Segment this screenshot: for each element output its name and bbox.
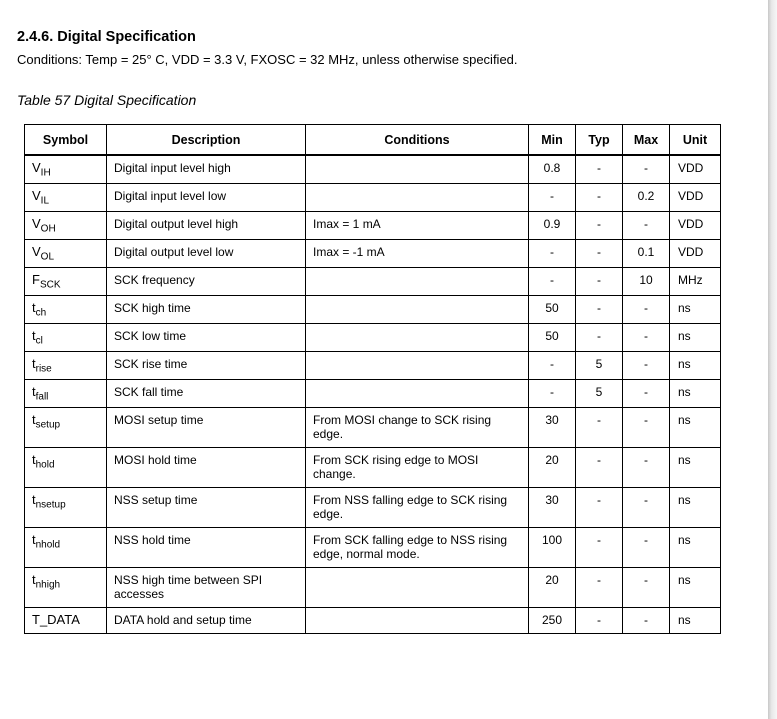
- symbol-subscript: setup: [35, 419, 61, 431]
- cell-conditions-text: [306, 156, 528, 161]
- header-description: Description: [107, 125, 306, 156]
- cell-description-text: NSS setup time: [114, 493, 198, 507]
- cell-description: [107, 268, 306, 296]
- cell-description: [107, 212, 306, 240]
- cell-typ-text: 5: [595, 357, 603, 371]
- symbol-main: t: [32, 328, 36, 343]
- cell-symbol: [25, 296, 107, 324]
- cell-conditions-text: [306, 268, 528, 273]
- cell-unit: [670, 352, 721, 380]
- cell-min: [529, 240, 576, 268]
- cell-conditions: [306, 380, 529, 408]
- cell-unit: [670, 448, 721, 488]
- cell-conditions: [306, 568, 529, 608]
- section-heading: 2.4.6. Digital Specification: [17, 29, 196, 45]
- cell-min: [529, 352, 576, 380]
- table-row: [25, 240, 721, 268]
- cell-unit-text: ns: [678, 573, 691, 587]
- cell-conditions: [306, 352, 529, 380]
- cell-conditions-text: [306, 352, 528, 357]
- cell-max: [623, 324, 670, 352]
- symbol-subscript: ch: [35, 307, 47, 319]
- cell-description: [107, 184, 306, 212]
- cell-symbol: [25, 352, 107, 380]
- cell-typ-text: -: [597, 217, 601, 231]
- symbol-subscript: nhold: [35, 539, 61, 551]
- table-row: [25, 488, 721, 528]
- cell-unit: [670, 240, 721, 268]
- header-max: Max: [623, 125, 670, 156]
- cell-max-text: -: [644, 613, 648, 627]
- cell-typ-text: 5: [595, 385, 603, 399]
- cell-max: [623, 155, 670, 184]
- cell-unit: [670, 528, 721, 568]
- cell-unit-text: ns: [678, 493, 691, 507]
- cell-unit: [670, 488, 721, 528]
- cell-conditions-text: [306, 608, 528, 613]
- table-row: [25, 380, 721, 408]
- cell-max-text: -: [644, 329, 648, 343]
- cell-conditions-text: Imax = 1 mA: [313, 217, 381, 231]
- cell-symbol: [25, 528, 107, 568]
- cell-description: [107, 240, 306, 268]
- symbol-subscript: nsetup: [35, 499, 66, 511]
- cell-unit: [670, 184, 721, 212]
- cell-unit: [670, 212, 721, 240]
- cell-max: [623, 608, 670, 634]
- cell-conditions: [306, 488, 529, 528]
- cell-unit: [670, 155, 721, 184]
- cell-typ: [576, 212, 623, 240]
- cell-unit: [670, 268, 721, 296]
- cell-description-text: SCK rise time: [114, 357, 188, 371]
- cell-min-text: 100: [541, 533, 563, 547]
- cell-typ: [576, 448, 623, 488]
- cell-unit: [670, 296, 721, 324]
- cell-max: [623, 296, 670, 324]
- cell-typ: [576, 380, 623, 408]
- cell-max: [623, 528, 670, 568]
- cell-max: [623, 240, 670, 268]
- cell-max-text: -: [644, 301, 648, 315]
- cell-max: [623, 212, 670, 240]
- symbol-main: T_DATA: [32, 612, 80, 627]
- header-typ: Typ: [576, 125, 623, 156]
- cell-typ: [576, 240, 623, 268]
- table-row: [25, 352, 721, 380]
- cell-max-text: -: [644, 453, 648, 467]
- header-conditions: Conditions: [306, 125, 529, 156]
- cell-typ-text: -: [597, 493, 601, 507]
- cell-typ: [576, 608, 623, 634]
- cell-description-text: SCK low time: [114, 329, 187, 343]
- cell-description: [107, 608, 306, 634]
- cell-description-text: DATA hold and setup time: [114, 613, 252, 627]
- table-row: [25, 268, 721, 296]
- cell-max: [623, 184, 670, 212]
- cell-conditions-text: [306, 568, 528, 573]
- cell-min: [529, 184, 576, 212]
- table-row: [25, 568, 721, 608]
- symbol-main: V: [32, 244, 41, 259]
- symbol-main: t: [32, 452, 36, 467]
- cell-symbol: [25, 568, 107, 608]
- cell-typ-text: -: [597, 613, 601, 627]
- cell-description-text: NSS high time between SPI accesses: [114, 573, 263, 601]
- cell-unit-text: ns: [678, 329, 691, 343]
- cell-min-text: -: [550, 357, 554, 371]
- cell-unit-text: ns: [678, 385, 691, 399]
- cell-unit: [670, 408, 721, 448]
- digital-spec-table: [24, 124, 721, 634]
- cell-unit-text: ns: [678, 413, 691, 427]
- cell-max: [623, 408, 670, 448]
- cell-description: [107, 296, 306, 324]
- cell-max: [623, 352, 670, 380]
- cell-conditions: [306, 448, 529, 488]
- cell-min: [529, 212, 576, 240]
- cell-conditions-text: [306, 184, 528, 189]
- cell-typ-text: -: [597, 161, 601, 175]
- cell-unit: [670, 380, 721, 408]
- cell-min-text: 0.8: [543, 161, 561, 175]
- cell-description: [107, 528, 306, 568]
- cell-description: [107, 448, 306, 488]
- cell-min: [529, 324, 576, 352]
- cell-conditions: [306, 296, 529, 324]
- cell-max-text: -: [644, 161, 648, 175]
- cell-conditions-text: Imax = -1 mA: [313, 245, 385, 259]
- cell-typ-text: -: [597, 533, 601, 547]
- table-row: [25, 296, 721, 324]
- cell-symbol: [25, 608, 107, 634]
- table-row: [25, 184, 721, 212]
- cell-description-text: Digital output level low: [114, 245, 234, 259]
- cell-typ: [576, 296, 623, 324]
- cell-min-text: 20: [545, 573, 559, 587]
- table-row: [25, 212, 721, 240]
- cell-typ-text: -: [597, 453, 601, 467]
- cell-conditions-text: From SCK falling edge to NSS rising edge, normal mode.: [313, 533, 508, 561]
- cell-min-text: -: [550, 385, 554, 399]
- symbol-subscript: rise: [35, 363, 52, 375]
- cell-symbol: [25, 240, 107, 268]
- cell-unit-text: VDD: [678, 245, 704, 259]
- cell-typ: [576, 155, 623, 184]
- cell-typ: [576, 184, 623, 212]
- cell-symbol: [25, 488, 107, 528]
- table-row: [25, 155, 721, 184]
- cell-min: [529, 155, 576, 184]
- cell-max: [623, 268, 670, 296]
- cell-min-text: 30: [545, 413, 559, 427]
- table-caption: Table 57 Digital Specification: [17, 92, 197, 108]
- cell-conditions: [306, 408, 529, 448]
- cell-typ-text: -: [597, 245, 601, 259]
- symbol-main: t: [32, 572, 36, 587]
- symbol-subscript: SCK: [39, 279, 61, 291]
- symbol-subscript: cl: [35, 335, 43, 347]
- cell-max: [623, 380, 670, 408]
- cell-description-text: Digital input level high: [114, 161, 231, 175]
- cell-min-text: -: [550, 189, 554, 203]
- cell-min-text: 0.9: [543, 217, 561, 231]
- table-row: [25, 528, 721, 568]
- cell-min-text: 250: [541, 613, 563, 627]
- header-symbol: Symbol: [25, 125, 107, 156]
- table-header-row: [25, 125, 721, 156]
- cell-unit-text: VDD: [678, 189, 704, 203]
- table-body: [25, 155, 721, 634]
- cell-max-text: -: [644, 217, 648, 231]
- symbol-main: V: [32, 188, 41, 203]
- cell-unit: [670, 568, 721, 608]
- cell-description-text: SCK fall time: [114, 385, 184, 399]
- cell-typ: [576, 488, 623, 528]
- cell-conditions-text: From SCK rising edge to MOSI change.: [313, 453, 479, 481]
- cell-typ-text: -: [597, 413, 601, 427]
- cell-min: [529, 448, 576, 488]
- cell-conditions: [306, 240, 529, 268]
- cell-min: [529, 380, 576, 408]
- cell-description-text: Digital output level high: [114, 217, 239, 231]
- cell-description-text: NSS hold time: [114, 533, 191, 547]
- symbol-main: t: [32, 356, 36, 371]
- cell-description-text: SCK frequency: [114, 273, 195, 287]
- cell-symbol: [25, 268, 107, 296]
- symbol-main: t: [32, 492, 36, 507]
- cell-unit-text: ns: [678, 613, 691, 627]
- cell-symbol: [25, 380, 107, 408]
- header-unit: Unit: [670, 125, 721, 156]
- cell-conditions: [306, 324, 529, 352]
- cell-description: [107, 380, 306, 408]
- cell-typ-text: -: [597, 329, 601, 343]
- cell-unit-text: ns: [678, 357, 691, 371]
- symbol-subscript: fall: [35, 391, 49, 403]
- cell-typ: [576, 408, 623, 448]
- cell-max-text: 0.2: [637, 189, 655, 203]
- cell-conditions-text: From MOSI change to SCK rising edge.: [313, 413, 492, 441]
- cell-unit-text: ns: [678, 301, 691, 315]
- cell-unit-text: VDD: [678, 161, 704, 175]
- cell-typ: [576, 324, 623, 352]
- cell-min-text: -: [550, 245, 554, 259]
- symbol-main: t: [32, 532, 36, 547]
- cell-unit-text: VDD: [678, 217, 704, 231]
- cell-typ-text: -: [597, 573, 601, 587]
- symbol-main: t: [32, 384, 36, 399]
- cell-description: [107, 155, 306, 184]
- table-row: [25, 608, 721, 634]
- cell-typ: [576, 268, 623, 296]
- cell-symbol: [25, 155, 107, 184]
- table-row: [25, 408, 721, 448]
- cell-max-text: -: [644, 357, 648, 371]
- cell-max-text: -: [644, 385, 648, 399]
- symbol-subscript: hold: [35, 459, 55, 471]
- symbol-main: t: [32, 300, 36, 315]
- cell-min: [529, 408, 576, 448]
- cell-max: [623, 488, 670, 528]
- cell-conditions: [306, 212, 529, 240]
- cell-symbol: [25, 324, 107, 352]
- cell-max-text: -: [644, 573, 648, 587]
- cell-description: [107, 568, 306, 608]
- header-min: Min: [529, 125, 576, 156]
- table-row: [25, 324, 721, 352]
- cell-max-text: 0.1: [637, 245, 655, 259]
- symbol-subscript: OH: [40, 223, 56, 235]
- cell-min-text: 30: [545, 493, 559, 507]
- cell-max: [623, 568, 670, 608]
- symbol-subscript: nhigh: [35, 579, 61, 591]
- symbol-subscript: OL: [40, 251, 55, 263]
- cell-typ-text: -: [597, 301, 601, 315]
- cell-max-text: -: [644, 533, 648, 547]
- page-edge-shadow: [768, 0, 777, 719]
- cell-conditions: [306, 184, 529, 212]
- cell-max-text: 10: [639, 273, 653, 287]
- cell-unit: [670, 324, 721, 352]
- cell-min: [529, 568, 576, 608]
- cell-symbol: [25, 184, 107, 212]
- cell-min: [529, 608, 576, 634]
- table-row: [25, 448, 721, 488]
- cell-description: [107, 408, 306, 448]
- cell-description: [107, 324, 306, 352]
- symbol-subscript: IH: [40, 167, 51, 179]
- cell-typ-text: -: [597, 189, 601, 203]
- cell-description-text: MOSI setup time: [114, 413, 204, 427]
- symbol-main: F: [32, 272, 40, 287]
- cell-min: [529, 296, 576, 324]
- cell-conditions: [306, 155, 529, 184]
- cell-min-text: 20: [545, 453, 559, 467]
- symbol-subscript: IL: [40, 195, 50, 207]
- cell-description-text: MOSI hold time: [114, 453, 197, 467]
- cell-symbol: [25, 408, 107, 448]
- cell-min-text: -: [550, 273, 554, 287]
- cell-unit-text: ns: [678, 453, 691, 467]
- cell-min: [529, 268, 576, 296]
- cell-min-text: 50: [545, 329, 559, 343]
- symbol-main: V: [32, 160, 41, 175]
- cell-conditions-text: [306, 380, 528, 385]
- symbol-main: V: [32, 216, 41, 231]
- cell-max-text: -: [644, 493, 648, 507]
- cell-description-text: Digital input level low: [114, 189, 227, 203]
- cell-min-text: 50: [545, 301, 559, 315]
- cell-conditions: [306, 268, 529, 296]
- cell-conditions: [306, 528, 529, 568]
- cell-conditions-text: [306, 324, 528, 329]
- cell-max-text: -: [644, 413, 648, 427]
- cell-description-text: SCK high time: [114, 301, 191, 315]
- cell-max: [623, 448, 670, 488]
- section-conditions: Conditions: Temp = 25° C, VDD = 3.3 V, FXOSC = 32 MHz, unless otherwise specified.: [17, 52, 518, 67]
- cell-unit-text: MHz: [678, 273, 703, 287]
- cell-symbol: [25, 448, 107, 488]
- cell-symbol: [25, 212, 107, 240]
- cell-typ-text: -: [597, 273, 601, 287]
- cell-unit: [670, 608, 721, 634]
- cell-conditions-text: [306, 296, 528, 301]
- cell-unit-text: ns: [678, 533, 691, 547]
- cell-description: [107, 488, 306, 528]
- cell-min: [529, 488, 576, 528]
- cell-typ: [576, 568, 623, 608]
- cell-description: [107, 352, 306, 380]
- symbol-main: t: [32, 412, 36, 427]
- cell-typ: [576, 528, 623, 568]
- cell-conditions-text: From NSS falling edge to SCK rising edge.: [313, 493, 508, 521]
- cell-conditions: [306, 608, 529, 634]
- cell-typ: [576, 352, 623, 380]
- cell-min: [529, 528, 576, 568]
